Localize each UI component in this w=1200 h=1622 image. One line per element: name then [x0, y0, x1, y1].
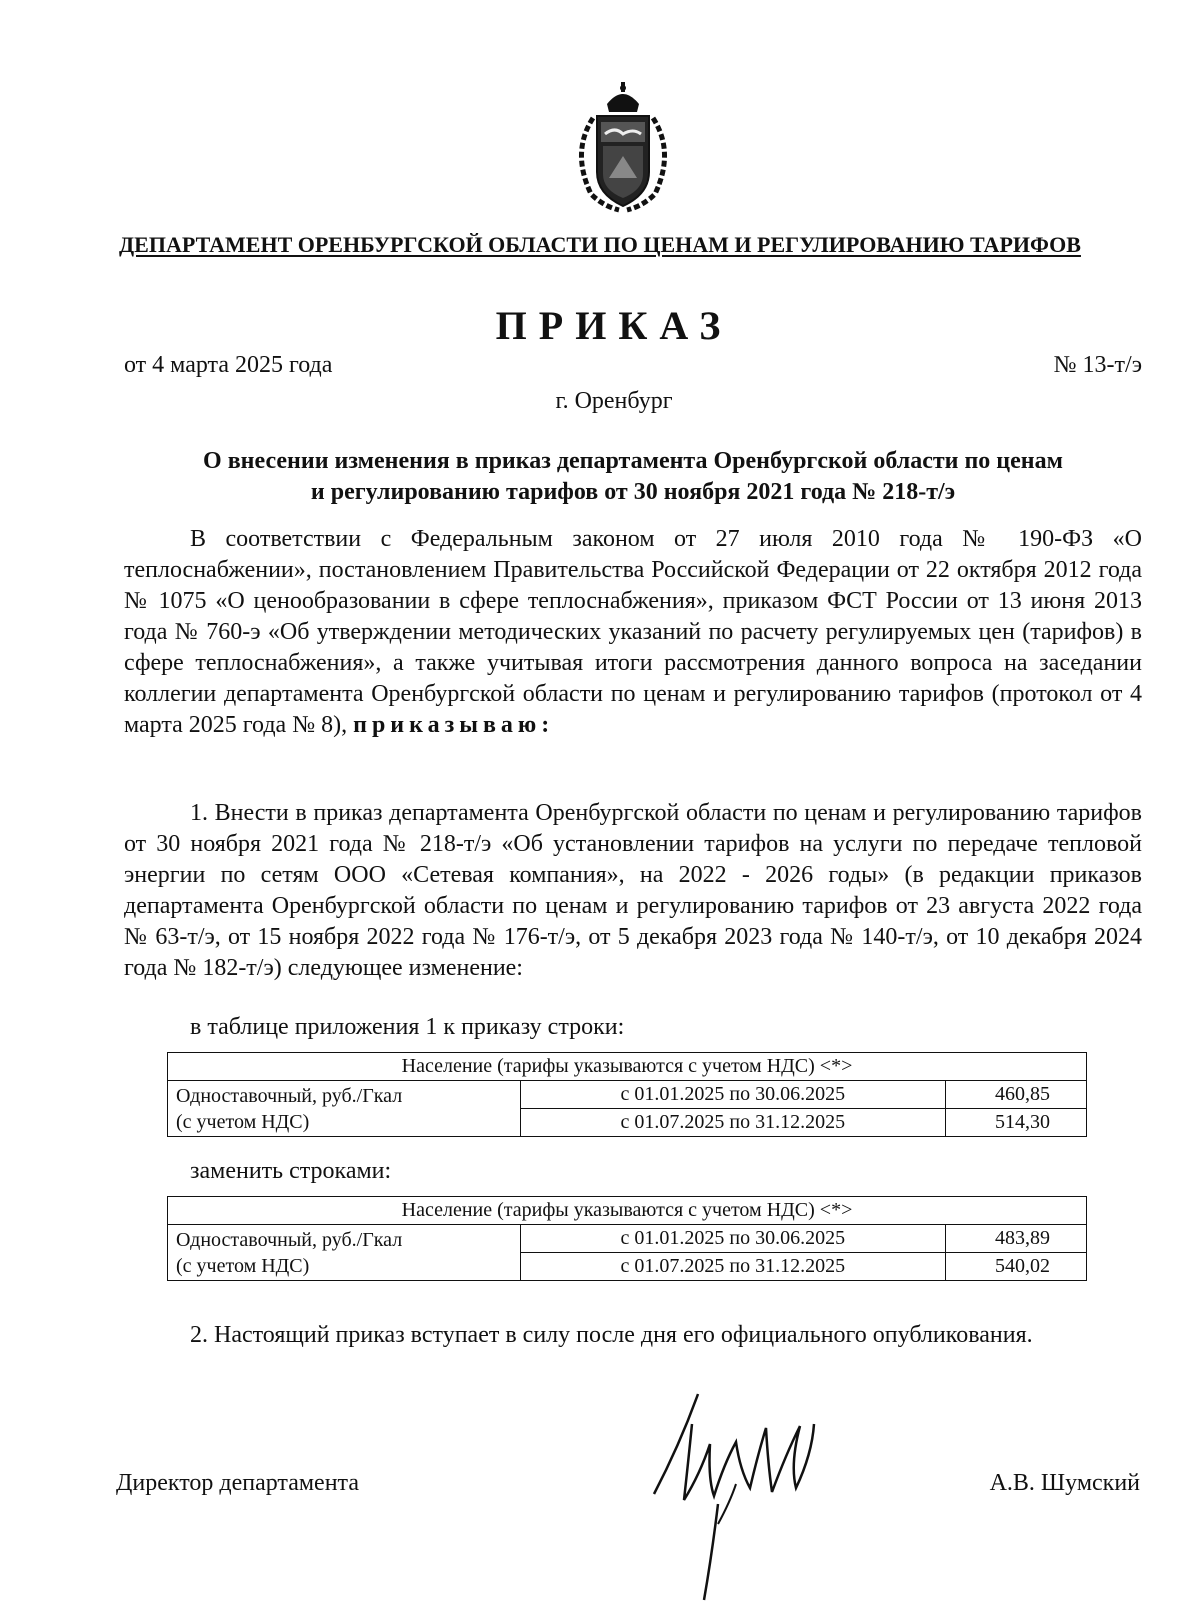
- table-header: Население (тарифы указываются с учетом НДС) <*>: [168, 1197, 1087, 1225]
- tariff-label-line-1: Одноставочный, руб./Гкал: [176, 1229, 403, 1251]
- period-cell: с 01.01.2025 по 30.06.2025: [521, 1225, 945, 1253]
- value-cell: 540,02: [945, 1253, 1086, 1281]
- preamble-emphasis: приказываю:: [353, 712, 555, 738]
- item-1-text: 1. Внести в приказ департамента Оренбургской области по ценам и регулированию тарифов от 30 ноября 2021 года № 218-т/э «Об установлении тарифов на услуги по передаче тепловой энергии по сетям ООО «Сетевая компания», на 2022 - 2026 годы» (в редакции приказов департамента Оренбургской области по ценам и регулированию тарифов от 23 августа 2022 года № 63-т/э, от 15 ноября 2022 года № 176-т/э, от 5 декабря 2023 года № 140-т/э, от 10 декабря 2024 года № 182-т/э) следующее изменение:: [124, 800, 1142, 981]
- item-2-text: 2. Настоящий приказ вступает в силу после дня его официального опубликования.: [190, 1322, 1033, 1348]
- department-name: ДЕПАРТАМЕНТ ОРЕНБУРГСКОЙ ОБЛАСТИ ПО ЦЕНАМ И РЕГУЛИРОВАНИЮ ТАРИФОВ: [119, 232, 1081, 257]
- tariff-table-new: [167, 1196, 1087, 1281]
- city: г. Оренбург: [555, 388, 673, 414]
- subject-line-2: и регулированию тарифов от 30 ноября 2021 года № 218-т/э: [310, 479, 956, 505]
- handwritten-signature-icon: [640, 1384, 840, 1606]
- item-2: [124, 1320, 1142, 1351]
- order-subject: [124, 446, 1142, 508]
- table-header: Население (тарифы указываются с учетом НДС) <*>: [168, 1053, 1087, 1081]
- table-row: [168, 1225, 1087, 1253]
- table-row: [168, 1081, 1087, 1109]
- tariff-label-line-2: (с учетом НДС): [176, 1111, 310, 1133]
- period-cell: с 01.07.2025 по 31.12.2025: [521, 1253, 945, 1281]
- period-cell: с 01.07.2025 по 31.12.2025: [521, 1109, 945, 1137]
- subject-line-1: О внесении изменения в приказ департамента Оренбургской области по ценам: [203, 448, 1063, 474]
- tariff-label-line-1: Одноставочный, руб./Гкал: [176, 1085, 403, 1107]
- table-old-lead: в таблице приложения 1 к приказу строки:: [190, 1014, 625, 1040]
- signatory-name: А.В. Шумский: [989, 1470, 1140, 1496]
- tariff-label: [168, 1225, 521, 1281]
- preamble: [124, 524, 1142, 741]
- order-number: № 13-т/э: [1053, 352, 1142, 378]
- tariff-table-old: [167, 1052, 1087, 1137]
- coat-of-arms-icon: [563, 82, 683, 214]
- table-row: [168, 1197, 1087, 1225]
- tariff-label-line-2: (с учетом НДС): [176, 1255, 310, 1277]
- tariff-label: [168, 1081, 521, 1137]
- table-new-lead: заменить строками:: [190, 1158, 392, 1184]
- preamble-text: В соответствии с Федеральным законом от 27 июля 2010 года № 190-ФЗ «О теплоснабжении», постановлением Правительства Российской Федерации от 22 октября 2012 года № 1075 «О ценообразовании в сфере теплоснабжения», приказом ФСТ России от 13 июня 2013 года № 760-э «Об утверждении методических указаний по расчету регулируемых цен (тарифов) в сфере теплоснабжения», а также учитывая итоги рассмотрения данного вопроса на заседании коллегии департамента Оренбургской области по ценам и регулированию тарифов (протокол от 4 марта 2025 года № 8),: [124, 526, 1142, 738]
- document-type: ПРИКАЗ: [495, 303, 733, 348]
- table-row: [168, 1053, 1087, 1081]
- order-date: от 4 марта 2025 года: [124, 352, 333, 378]
- item-1: [124, 798, 1142, 984]
- period-cell: с 01.01.2025 по 30.06.2025: [521, 1081, 945, 1109]
- value-cell: 460,85: [945, 1081, 1086, 1109]
- signatory-title: Директор департамента: [116, 1470, 359, 1496]
- value-cell: 514,30: [945, 1109, 1086, 1137]
- value-cell: 483,89: [945, 1225, 1086, 1253]
